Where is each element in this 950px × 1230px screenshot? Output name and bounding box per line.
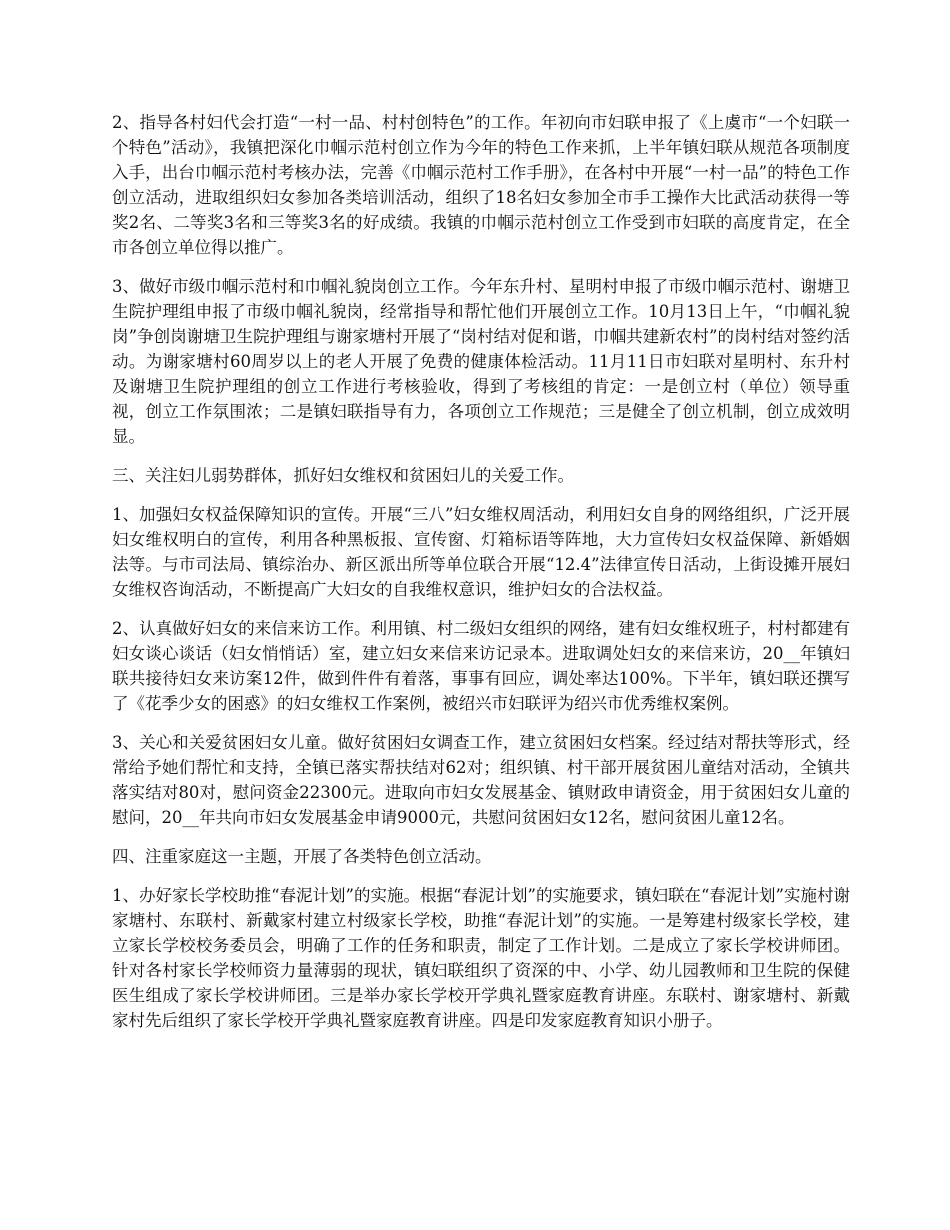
section-heading-3: 三、关注妇儿弱势群体，抓好妇女维权和贫困妇儿的关爱工作。	[112, 466, 574, 485]
paragraph-6: 1、办好家长学校助推“春泥计划”的实施。根据“春泥计划”的实施要求，镇妇联在“春泥计划”实施村谢家塘村、东联村、新戴家村建立村级家长学校，助推“春泥计划”的实施。一是筹建村级家长学校，建立家长学校校务委员会，明确了工作的任务和职责，制定了工作计划。二是成立了家长学校讲师团。针对各村家长学校师资力量薄弱的现状，镇妇联组织了资深的中、小学、幼儿园教师和卫生院的保健医生组成了家长学校讲师团。三是举办家长学校开学典礼暨家庭教育讲座。东联村、谢家塘村、新戴家村先后组织了家长学校开学典礼暨家庭教育讲座。四是印发家庭教育知识小册子。	[112, 886, 850, 1030]
section-heading-4: 四、注重家庭这一主题，开展了各类特色创立活动。	[112, 847, 492, 866]
paragraph-4: 2、认真做好妇女的来信来访工作。利用镇、村二级妇女组织的网络，建有妇女维权班子，村村都建有妇女谈心谈话（妇女悄悄话）室，建立妇女来信来访记录本。进取调处妇女的来信来访，20__年镇妇联共接待妇女来访案12件，做到件件有着落，事事有回应，调处率达100%。下半年，镇妇联还撰写了《花季少女的困惑》的妇女维权工作案例，被绍兴市妇联评为绍兴市优秀维权案例。	[112, 619, 850, 713]
paragraph-1: 2、指导各村妇代会打造“一村一品、村村创特色”的工作。年初向市妇联申报了《上虞市“一个妇联一个特色”活动》，我镇把深化巾帼示范村创立作为今年的特色工作来抓，上半年镇妇联从规范各项制度入手，出台巾帼示范村考核办法，完善《巾帼示范村工作手册》，在各村中开展“一村一品”的特色工作创立活动，进取组织妇女参加各类培训活动，组织了18名妇女参加全市手工操作大比武活动获得一等奖2名、二等奖3名和三等奖3名的好成绩。我镇的巾帼示范村创立工作受到市妇联的高度肯定，在全市各创立单位得以推广。	[112, 113, 850, 257]
paragraph-2: 3、做好市级巾帼示范村和巾帼礼貌岗创立工作。今年东升村、星明村申报了市级巾帼示范村、谢塘卫生院护理组申报了市级巾帼礼貌岗，经常指导和帮忙他们开展创立工作。10月13日上午，“巾帼礼貌岗”争创岗谢塘卫生院护理组与谢家塘村开展了“岗村结对促和谐，巾帼共建新农村”的岗村结对签约活动。为谢家塘村60周岁以上的老人开展了免费的健康体检活动。11月11日市妇联对星明村、东升村及谢塘卫生院护理组的创立工作进行考核验收，得到了考核组的肯定：一是创立村（单位）领导重视，创立工作氛围浓；二是镇妇联指导有力，各项创立工作规范；三是健全了创立机制，创立成效明显。	[112, 277, 850, 446]
document-body	[112, 110, 850, 1047]
paragraph-5: 3、关心和关爱贫困妇女儿童。做好贫困妇女调查工作，建立贫困妇女档案。经过结对帮扶等形式，经常给予她们帮忙和支持，全镇已落实帮扶结对62对；组织镇、村干部开展贫困儿童结对活动，全镇共落实结对80对，慰问资金22300元。进取向市妇女发展基金、镇财政申请资金，用于贫困妇女儿童的慰问，20__年共向市妇女发展基金申请9000元，共慰问贫困妇女12名，慰问贫困儿童12名。	[112, 733, 850, 827]
paragraph-3: 1、加强妇女权益保障知识的宣传。开展“三八”妇女维权周活动，利用妇女自身的网络组织，广泛开展妇女维权明白的宣传，利用各种黑板报、宣传窗、灯箱标语等阵地，大力宣传妇女权益保障、新婚姻法等。与市司法局、镇综治办、新区派出所等单位联合开展“12.4”法律宣传日活动，上街设摊开展妇女维权咨询活动，不断提高广大妇女的自我维权意识，维护妇女的合法权益。	[112, 505, 850, 599]
